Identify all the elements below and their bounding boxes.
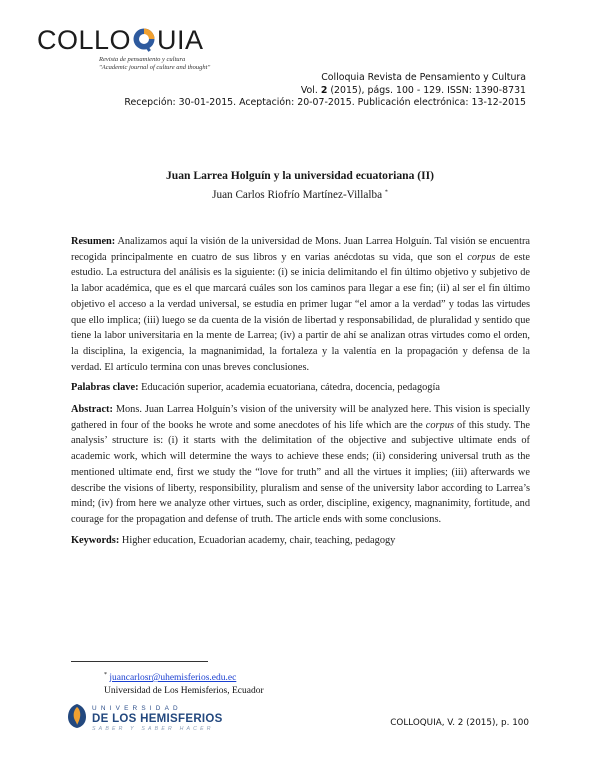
logo-tagline-en: "Academic journal of culture and thought"	[99, 63, 211, 71]
author-email-link[interactable]: juancarlosr@uhemisferios.edu.ec	[109, 673, 237, 684]
vol-prefix: Vol.	[300, 84, 318, 96]
university-top: UNIVERSIDAD	[92, 704, 182, 712]
abstract-en-text-2: of this study. The analysis’ structure is: (i) it starts with the delimitation of the objective and subjective ultimate ends of academic work, which will determine the ways to achieve these ends; (ii) considering universal truth as the mentioned ultimate end, first we study the “love for truth” and all the virtues it implies; (iii) afterwards we describe the visions of liberty, responsibility, pluralism and sense of the university labor according to Larrea’s mind; (iv) from here we analyze other virtues, such as order, discipline, exigency, magnanimity, fortitude, and courage for the propagation and defense of truth. The article ends with some conclusions.	[71, 419, 531, 525]
author-name: Juan Carlos Riofrío Martínez-Villalba	[212, 189, 383, 201]
keywords-en-text: Higher education, Ecuadorian academy, chair, teaching, pedagogy	[119, 534, 396, 546]
colloquia-logo	[37, 26, 217, 71]
journal-header	[124, 72, 526, 110]
dates-line: Recepción: 30-01-2015. Aceptación: 20-07-2015. Publicación electrónica: 13-12-2015	[124, 97, 526, 108]
logo-wordmark	[37, 26, 217, 54]
footnote-divider	[71, 661, 208, 662]
university-logo	[66, 703, 223, 734]
footnote	[104, 669, 264, 698]
logo-tagline-es: Revista de pensamiento y cultura	[99, 56, 186, 63]
page-citation: COLLOQUIA, V. 2 (2015), p. 100	[390, 718, 529, 728]
abstract-en-label: Abstract:	[71, 404, 113, 416]
footnote-email-line	[104, 669, 264, 685]
vol-number: 2	[320, 84, 328, 96]
logo-name-left: COLLO	[37, 25, 132, 55]
article-body	[71, 234, 530, 554]
journal-name: Colloquia Revista de Pensamiento y Cultura	[321, 72, 526, 83]
logo-tagline	[99, 56, 217, 71]
keywords-es-label: Palabras clave:	[71, 382, 139, 394]
author-footnote-mark[interactable]: *	[384, 189, 388, 196]
footnote-affiliation: Universidad de Los Hemisferios, Ecuador	[104, 686, 264, 697]
footnote-mark: *	[104, 672, 107, 678]
keywords-es-text: Educación superior, academia ecuatoriana, cátedra, docencia, pedagogía	[138, 382, 440, 394]
university-motto: SABER Y SABER HACER	[92, 725, 214, 732]
abstract-es-text-2: de este estudio. La estructura del análisis es la siguiente: (i) se inicia delimitando el fin último objetivo y subjetivo de la labor académica, que es el que marcará cuáles son los caminos para llegar a ese fin; (ii) al ser el fin último objetivo el acceso a la verdad universal, se estudia en primer lugar “el amor a la verdad” y todas las virtudes que ello implica; (iii) luego se da cuenta de la visión de libertad y responsabilidad, de pluralidad y sentido que tiene la labor universitaria en la mente de Larrea; (iv) a partir de ahí se analizan otras virtudes como el orden, la disciplina, la exigencia, la magnanimidad, la fortaleza y la valentía en la propagación y defensa de la verdad. El artículo termina con unas breves conclusiones.	[71, 251, 530, 373]
university-wordmark	[92, 705, 223, 733]
vol-rest: (2015), págs. 100 - 129. ISSN: 1390-8731	[330, 84, 526, 96]
article-title: Juan Larrea Holguín y la universidad ecuatoriana (II)	[165, 169, 435, 182]
abstract-es-corpus: corpus	[467, 251, 496, 263]
abstract-en	[71, 402, 530, 528]
university-shield-icon	[66, 703, 88, 734]
article-author	[0, 189, 600, 201]
abstract-es-text-1: Analizamos aquí la visión de la universidad de Mons. Juan Larrea Holguín. Tal visión se encuentra recogida principalmente en cuatro de sus libros y en varias anécdotas su vida, que son el	[71, 236, 530, 263]
keywords-en	[71, 533, 530, 549]
volume-line	[124, 85, 526, 98]
university-name: DE LOS HEMISFERIOS	[92, 712, 223, 725]
abstract-en-text-1: Mons. Juan Larrea Holguín’s vision of the university will be analyzed here. This vision is specially gathered in four of the books he wrote and some anecdotes of his life which are the	[71, 404, 530, 431]
abstract-es-label: Resumen:	[71, 236, 116, 247]
abstract-en-corpus: corpus	[425, 419, 454, 431]
logo-name-right: UIA	[157, 25, 204, 55]
abstract-es	[71, 234, 530, 375]
keywords-es	[71, 380, 530, 396]
logo-q-icon	[132, 27, 156, 53]
keywords-en-label: Keywords:	[71, 534, 120, 546]
